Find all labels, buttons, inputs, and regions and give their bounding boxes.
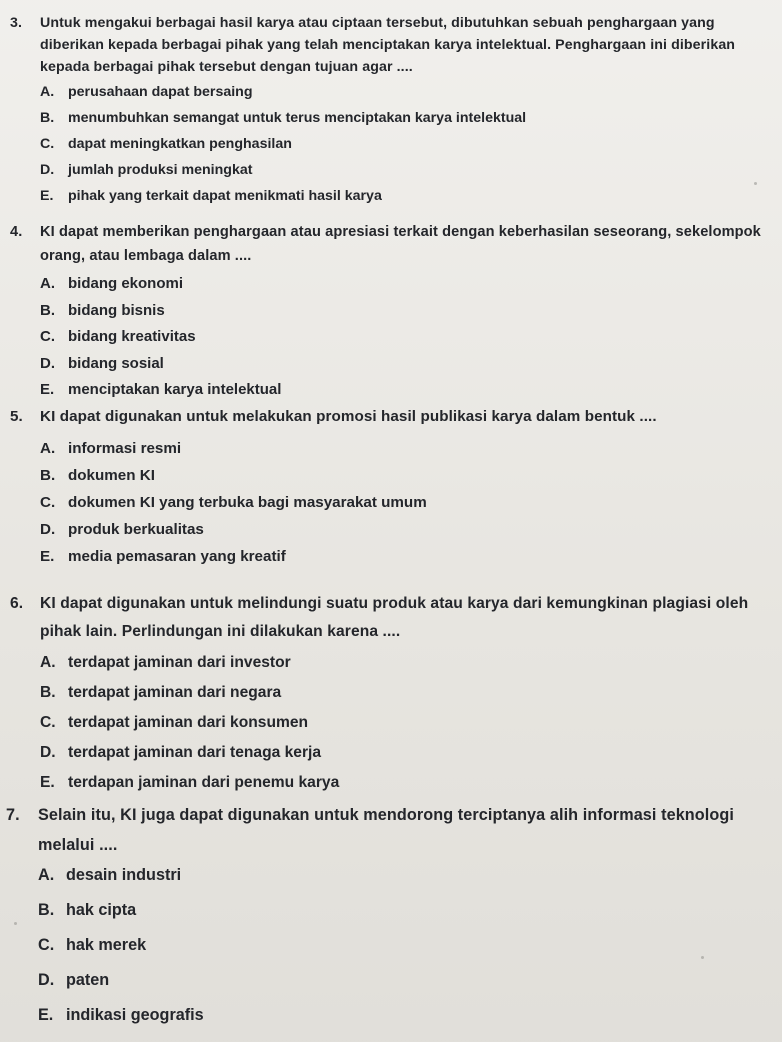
option-letter: A. [40,440,56,457]
question-stem [10,220,770,268]
option-e[interactable] [40,548,770,575]
option-text: hak cipta [66,901,137,919]
option-letter: A. [38,866,55,884]
option-text: produk berkualitas [68,521,204,538]
paper-speck [701,956,704,959]
option-list [10,84,770,214]
option-b[interactable] [40,110,770,136]
option-text: dapat meningkatkan penghasilan [68,136,292,152]
option-list [6,866,766,1041]
option-letter: D. [40,162,55,178]
question-text: KI dapat digunakan untuk melindungi suatu produk atau karya dari kemungkinan plagiasi oleh pihak lain. Perlindungan ini dilakukan karena .... [40,595,749,640]
option-letter: B. [40,110,55,126]
question-text: Untuk mengakui berbagai hasil karya atau ciptaan tersebut, dibutuhkan sebuah penghargaan yang diberikan kepada berbagai pihak yang telah menciptakan karya intelektual. Penghargaan ini diberikan kepada berbagai pihak tersebut dengan tujuan agar .... [40,15,736,75]
option-letter: E. [40,381,55,398]
option-letter: B. [40,684,56,701]
option-a[interactable] [40,440,770,467]
option-text: paten [66,971,110,989]
option-d[interactable] [40,162,770,188]
option-text: hak merek [66,936,147,954]
option-text: terdapat jaminan dari tenaga kerja [68,744,322,761]
question-text: KI dapat memberikan penghargaan atau apresiasi terkait dengan keberhasilan seseorang, sekelompok orang, atau lembaga dalam .... [40,224,761,264]
option-d[interactable] [40,521,770,548]
question-number: 7. [6,806,20,824]
option-text: terdapan jaminan dari penemu karya [68,774,340,791]
option-letter: C. [40,328,55,345]
question-stem [6,800,766,860]
option-text: menumbuhkan semangat untuk terus menciptakan karya intelektual [68,110,527,126]
option-list [10,440,770,575]
option-text: dokumen KI yang terbuka bagi masyarakat umum [68,494,427,511]
question-stem [10,590,770,646]
option-text: perusahaan dapat bersaing [68,84,253,100]
option-e[interactable] [40,188,770,214]
question-number: 3. [10,15,23,31]
option-letter: A. [40,275,55,292]
option-c[interactable] [38,936,766,971]
option-letter: C. [38,936,55,954]
option-list [10,275,770,408]
option-text: bidang sosial [68,354,164,372]
option-letter: C. [40,714,56,731]
option-letter: B. [40,467,56,484]
option-letter: D. [40,354,55,372]
option-text: terdapat jaminan dari investor [68,654,291,671]
option-text: bidang kreativitas [68,328,196,345]
option-text: terdapat jaminan dari negara [68,684,282,701]
question-stem [10,12,770,78]
question-6 [10,590,770,804]
option-letter: E. [40,548,55,565]
option-text: dokumen KI [68,467,155,484]
option-letter: A. [40,84,55,100]
option-d[interactable] [40,355,770,382]
option-c[interactable] [40,714,770,744]
option-d[interactable] [40,744,770,774]
question-text: KI dapat digunakan untuk melakukan promosi hasil publikasi karya dalam bentuk .... [40,408,657,425]
option-letter: C. [40,494,56,511]
option-letter: E. [38,1006,54,1024]
option-list [10,654,770,804]
question-number: 5. [10,408,23,425]
option-text: indikasi geografis [66,1006,204,1024]
option-text: informasi resmi [68,440,182,457]
option-letter: E. [40,774,55,791]
option-text: terdapat jaminan dari konsumen [68,714,309,731]
option-text: pihak yang terkait dapat menikmati hasil karya [68,188,382,204]
option-a[interactable] [40,84,770,110]
option-a[interactable] [40,654,770,684]
option-c[interactable] [40,328,770,355]
option-text: jumlah produksi meningkat [68,162,253,178]
question-stem [10,404,770,430]
option-b[interactable] [40,302,770,329]
option-letter: C. [40,136,55,152]
option-letter: D. [38,971,55,989]
paper-speck [14,922,17,925]
option-text: bidang bisnis [68,301,165,319]
option-text: desain industri [66,866,182,884]
option-letter: B. [38,901,55,919]
option-letter: B. [40,301,55,319]
option-letter: D. [40,521,56,538]
option-text: bidang ekonomi [68,275,184,292]
question-4 [10,220,770,408]
option-b[interactable] [40,467,770,494]
option-c[interactable] [40,136,770,162]
question-number: 4. [10,224,23,240]
paper-speck [754,182,757,185]
option-text: menciptakan karya intelektual [68,381,282,398]
option-letter: E. [40,188,54,204]
option-b[interactable] [38,901,766,936]
option-b[interactable] [40,684,770,714]
question-5 [10,404,770,575]
option-a[interactable] [38,866,766,901]
question-3 [10,12,770,214]
option-letter: A. [40,654,56,671]
question-number: 6. [10,595,24,612]
option-e[interactable] [38,1006,766,1041]
option-text: media pemasaran yang kreatif [68,548,286,565]
question-text: Selain itu, KI juga dapat digunakan untuk mendorong terciptanya alih informasi teknologi melalui .... [38,806,734,854]
option-d[interactable] [38,971,766,1006]
question-7 [6,800,766,1041]
option-c[interactable] [40,494,770,521]
option-letter: D. [40,744,56,761]
option-a[interactable] [40,275,770,302]
